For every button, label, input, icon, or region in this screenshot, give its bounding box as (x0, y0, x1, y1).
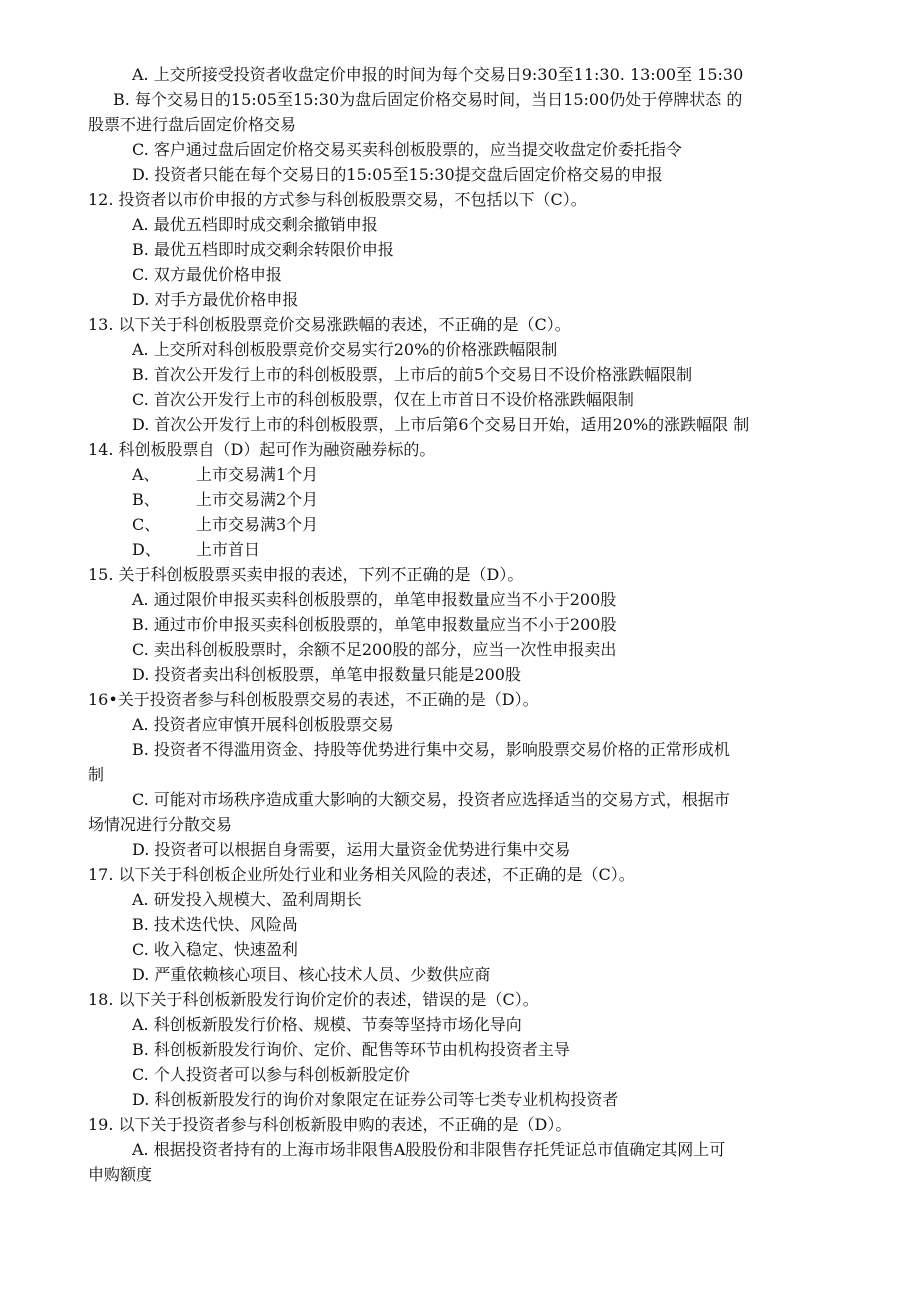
question-text: 18. 以下关于科创板新股发行询价定价的表述，错误的是（C）。 (88, 990, 539, 1009)
option-text: B. 科创板新股发行询价、定价、配售等环节由机构投资者主导 (132, 1040, 570, 1059)
question-text: 15. 关于科创板股票买卖申报的表述，下列不正确的是（D）。 (88, 565, 524, 584)
option-text: C. 客户通过盘后固定价格交易买卖科创板股票的，应当提交收盘定价委托指令 (132, 140, 682, 159)
option-text: C. 首次公开发行上市的科创板股票，仅在上市首日不设价格涨跌幅限制 (132, 390, 634, 409)
option-label: 上市交易满1个月 (196, 465, 319, 484)
option-text: B. 技术迭代快、风险咼 (132, 915, 298, 934)
option-text: C. 收入稳定、快速盈利 (132, 940, 298, 959)
question-text: 16•关于投资者参与科创板股票交易的表述，不正确的是（D）。 (88, 690, 539, 709)
continuation-text: 申购额度 (88, 1165, 153, 1184)
option-label: 上市首日 (196, 540, 261, 559)
option-letter: B、 (132, 490, 160, 509)
question-text: 12. 投资者以市价申报的方式参与科创板股票交易，不包括以下（C）。 (88, 190, 587, 209)
option-text: C. 双方最优价格申报 (132, 265, 282, 284)
option-text: A. 上交所接受投资者收盘定价申报的时间为每个交易日9:30至11:30. 13:00至 15:30 (132, 65, 744, 84)
question-text: 13. 以下关于科创板股票竞价交易涨跌幅的表述，不正确的是（C）。 (88, 315, 571, 334)
continuation-text: 股票不进行盘后固定价格交易 (88, 115, 297, 134)
option-letter: A、 (132, 465, 160, 484)
option-text: A. 上交所对科创板股票竞价交易实行20%的价格涨跌幅限制 (132, 340, 558, 359)
option-text: B. 投资者不得滥用资金、持股等优势进行集中交易，影响股票交易价格的正常形成机 (132, 740, 730, 759)
option-text: C. 个人投资者可以参与科创板新股定价 (132, 1065, 410, 1084)
option-text: B. 通过市价申报买卖科创板股票的，单笔申报数量应当不小于200股 (132, 615, 617, 634)
question-text: 17. 以下关于科创板企业所处行业和业务相关风险的表述，不正确的是（C）。 (88, 865, 635, 884)
option-text: C. 可能对市场秩序造成重大影响的大额交易，投资者应选择适当的交易方式，根据市 (132, 790, 730, 809)
option-text: A. 投资者应审慎开展科创板股票交易 (132, 715, 394, 734)
option-text: A. 通过限价申报买卖科创板股票的，单笔申报数量应当不小于200股 (132, 590, 617, 609)
option-text: C. 卖出科创板股票时，余额不足200股的部分，应当一次性申报卖出 (132, 640, 617, 659)
option-label: 上市交易满3个月 (196, 515, 319, 534)
option-text: D. 投资者只能在每个交易日的15:05至15:30提交盘后固定价格交易的申报 (132, 165, 663, 184)
option-text: A. 研发投入规模大、盈利周期长 (132, 890, 362, 909)
option-text (0, 487, 920, 512)
option-text: B. 首次公开发行上市的科创板股票，上市后的前5个交易日不设价格涨跌幅限制 (132, 365, 693, 384)
option-text: D. 严重依赖核心项目、核心技术人员、少数供应商 (132, 965, 491, 984)
option-label: 上市交易满2个月 (196, 490, 319, 509)
option-text: D. 科创板新股发行的询价对象限定在证券公司等七类专业机构投资者 (132, 1090, 619, 1109)
document-page (0, 62, 920, 1187)
option-text: B. 每个交易日的15:05至15:30为盘后固定价格交易时间，当日15:00仍处于停牌状态 的 (113, 90, 743, 109)
option-text: A. 最优五档即时成交剩余撤销申报 (132, 215, 378, 234)
option-text: D. 对手方最优价格申报 (132, 290, 299, 309)
option-text: D. 投资者可以根据自身需要，运用大量资金优势进行集中交易 (132, 840, 571, 859)
continuation-text: 制 (88, 765, 105, 784)
option-text: A. 科创板新股发行价格、规模、节奏等坚持市场化导向 (132, 1015, 522, 1034)
option-text (0, 462, 920, 487)
question-text: 19. 以下关于投资者参与科创板新股申购的表述，不正确的是（D）。 (88, 1115, 572, 1134)
option-text: B. 最优五档即时成交剩余转限价申报 (132, 240, 394, 259)
option-text (0, 512, 920, 537)
option-letter: C、 (132, 515, 161, 534)
continuation-text: 场情况进行分散交易 (88, 815, 233, 834)
option-text: D. 投资者卖出科创板股票，单笔申报数量只能是200股 (132, 665, 521, 684)
option-text: A. 根据投资者持有的上海市场非限售A股股份和非限售存托凭证总市值确定其网上可 (132, 1140, 726, 1159)
option-text: D. 首次公开发行上市的科创板股票，上市后第6个交易日开始，适用20%的涨跌幅限 制 (132, 415, 750, 434)
question-text: 14. 科创板股票自（D）起可作为融资融券标的。 (88, 440, 436, 459)
option-text (0, 537, 920, 562)
option-letter: D、 (132, 540, 161, 559)
